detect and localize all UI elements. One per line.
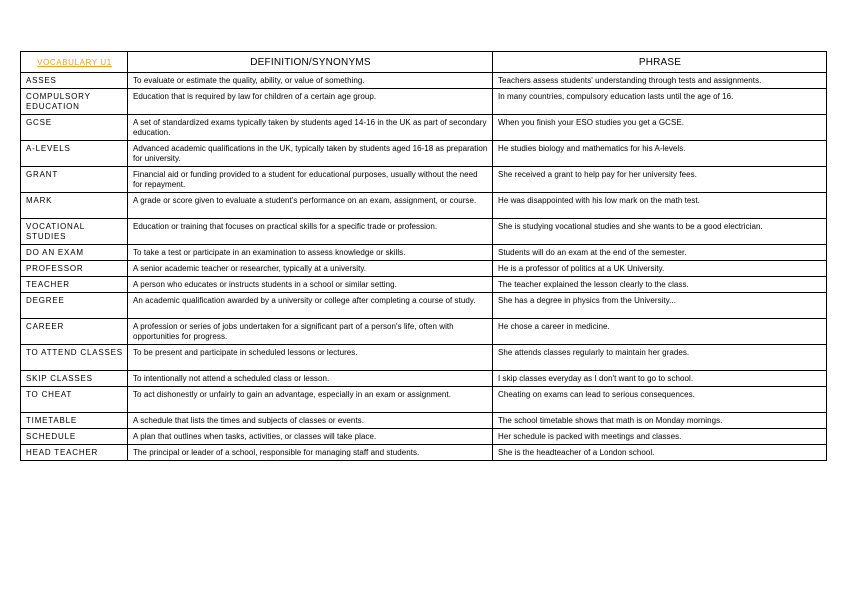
- phrase-cell: When you finish your ESO studies you get a GCSE.: [493, 115, 827, 141]
- term-cell: TO CHEAT: [21, 387, 128, 413]
- table-row: [21, 345, 827, 371]
- vocabulary-table: [20, 51, 827, 461]
- vocabulary-title-link[interactable]: VOCABULARY U1: [37, 57, 112, 67]
- phrase-cell: He was disappointed with his low mark on the math test.: [493, 193, 827, 219]
- definition-cell: A plan that outlines when tasks, activities, or classes will take place.: [128, 429, 493, 445]
- vocabulary-title-cell: [21, 52, 128, 73]
- table-row: [21, 293, 827, 319]
- definition-cell: An academic qualification awarded by a university or college after completing a course of study.: [128, 293, 493, 319]
- phrase-cell: He chose a career in medicine.: [493, 319, 827, 345]
- table-row: [21, 73, 827, 89]
- table-row: [21, 429, 827, 445]
- table-row: [21, 115, 827, 141]
- definition-cell: A person who educates or instructs students in a school or similar setting.: [128, 277, 493, 293]
- term-cell: SCHEDULE: [21, 429, 128, 445]
- table-row: [21, 193, 827, 219]
- definition-cell: Education or training that focuses on practical skills for a specific trade or profession.: [128, 219, 493, 245]
- phrase-cell: She received a grant to help pay for her university fees.: [493, 167, 827, 193]
- term-cell: DEGREE: [21, 293, 128, 319]
- phrase-cell: The school timetable shows that math is on Monday mornings.: [493, 413, 827, 429]
- table-row: [21, 371, 827, 387]
- definition-cell: To be present and participate in scheduled lessons or lectures.: [128, 345, 493, 371]
- definition-cell: Education that is required by law for children of a certain age group.: [128, 89, 493, 115]
- term-cell: MARK: [21, 193, 128, 219]
- term-cell: DO AN EXAM: [21, 245, 128, 261]
- term-cell: SKIP CLASSES: [21, 371, 128, 387]
- definition-cell: Financial aid or funding provided to a student for educational purposes, usually without the need for repayment.: [128, 167, 493, 193]
- definition-heading: DEFINITION/SYNONYMS: [128, 52, 493, 73]
- table-row: [21, 167, 827, 193]
- phrase-cell: Teachers assess students' understanding through tests and assignments.: [493, 73, 827, 89]
- phrase-cell: She is the headteacher of a London school.: [493, 445, 827, 461]
- table-row: [21, 413, 827, 429]
- phrase-cell: She has a degree in physics from the University...: [493, 293, 827, 319]
- phrase-cell: She attends classes regularly to maintain her grades.: [493, 345, 827, 371]
- table-row: [21, 219, 827, 245]
- term-cell: ASSES: [21, 73, 128, 89]
- term-cell: GCSE: [21, 115, 128, 141]
- table-row: [21, 445, 827, 461]
- term-cell: GRANT: [21, 167, 128, 193]
- phrase-cell: I skip classes everyday as I don't want to go to school.: [493, 371, 827, 387]
- phrase-cell: Her schedule is packed with meetings and classes.: [493, 429, 827, 445]
- phrase-heading: PHRASE: [493, 52, 827, 73]
- table-header-row: [21, 52, 827, 73]
- phrase-cell: He is a professor of politics at a UK University.: [493, 261, 827, 277]
- definition-cell: The principal or leader of a school, responsible for managing staff and students.: [128, 445, 493, 461]
- definition-cell: A schedule that lists the times and subjects of classes or events.: [128, 413, 493, 429]
- term-cell: A-LEVELS: [21, 141, 128, 167]
- definition-cell: To intentionally not attend a scheduled class or lesson.: [128, 371, 493, 387]
- vocabulary-table-body: [21, 73, 827, 461]
- term-cell: CAREER: [21, 319, 128, 345]
- table-row: [21, 319, 827, 345]
- phrase-cell: Cheating on exams can lead to serious consequences.: [493, 387, 827, 413]
- phrase-cell: The teacher explained the lesson clearly to the class.: [493, 277, 827, 293]
- definition-cell: A set of standardized exams typically taken by students aged 14-16 in the UK as part of secondary education.: [128, 115, 493, 141]
- table-row: [21, 387, 827, 413]
- definition-cell: To act dishonestly or unfairly to gain an advantage, especially in an exam or assignment.: [128, 387, 493, 413]
- table-row: [21, 261, 827, 277]
- term-cell: HEAD TEACHER: [21, 445, 128, 461]
- definition-cell: A profession or series of jobs undertaken for a significant part of a person's life, often with opportunities for progress.: [128, 319, 493, 345]
- table-row: [21, 277, 827, 293]
- table-row: [21, 89, 827, 115]
- term-cell: TIMETABLE: [21, 413, 128, 429]
- term-cell: TEACHER: [21, 277, 128, 293]
- definition-cell: Advanced academic qualifications in the UK, typically taken by students aged 16-18 as preparation for university.: [128, 141, 493, 167]
- definition-cell: A grade or score given to evaluate a student's performance on an exam, assignment, or course.: [128, 193, 493, 219]
- phrase-cell: He studies biology and mathematics for his A-levels.: [493, 141, 827, 167]
- phrase-cell: Students will do an exam at the end of the semester.: [493, 245, 827, 261]
- definition-cell: To evaluate or estimate the quality, ability, or value of something.: [128, 73, 493, 89]
- definition-cell: To take a test or participate in an examination to assess knowledge or skills.: [128, 245, 493, 261]
- table-row: [21, 141, 827, 167]
- term-cell: PROFESSOR: [21, 261, 128, 277]
- phrase-cell: In many countries, compulsory education lasts until the age of 16.: [493, 89, 827, 115]
- term-cell: COMPULSORY EDUCATION: [21, 89, 128, 115]
- phrase-cell: She is studying vocational studies and she wants to be a good electrician.: [493, 219, 827, 245]
- term-cell: TO ATTEND CLASSES: [21, 345, 128, 371]
- term-cell: VOCATIONAL STUDIES: [21, 219, 128, 245]
- definition-cell: A senior academic teacher or researcher, typically at a university.: [128, 261, 493, 277]
- table-row: [21, 245, 827, 261]
